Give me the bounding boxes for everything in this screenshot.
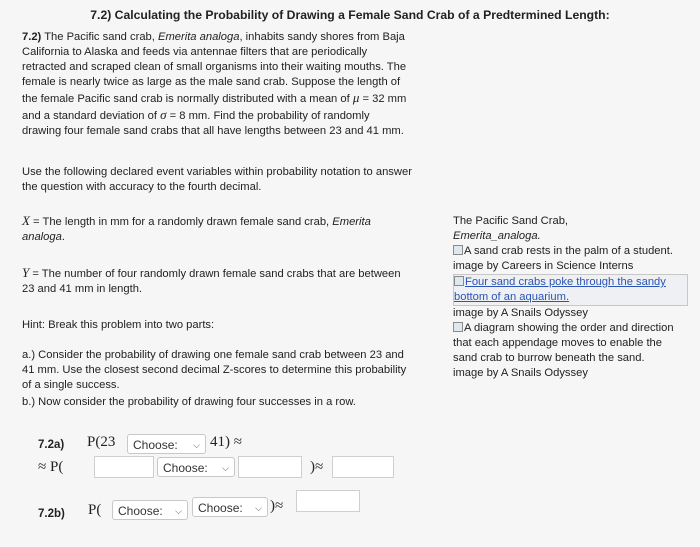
- sidebar-image-3: A diagram showing the order and direction: [453, 321, 688, 336]
- variable-x-definition: X = The length in mm for a randomly drawn female sand crab, Emerita analoga.: [22, 213, 371, 243]
- sidebar-species: Emerita_analoga.: [453, 230, 541, 242]
- q2b-p-open: P(: [88, 502, 102, 518]
- q2a-close-approx: )≈: [310, 459, 324, 475]
- chevron-down-icon: ⌵: [193, 440, 200, 450]
- intro-line-6: and a standard deviation of σ = 8 mm. Find the probability of randomly: [22, 107, 370, 122]
- q2b-variable-select[interactable]: Choose: ⌵: [112, 500, 188, 520]
- variable-y-definition: Y = The number of four randomly drawn female sand crabs that are between 23 and 41 mm in length.: [22, 265, 401, 295]
- q2b-label: 7.2b): [38, 508, 65, 520]
- q2a-upper-z-input[interactable]: [238, 456, 302, 478]
- q2a-inequality-select-1[interactable]: Choose: ⌵: [127, 434, 206, 454]
- q2a-approx-p: ≈ P(: [38, 459, 64, 475]
- chevron-down-icon: ⌵: [255, 503, 262, 513]
- q2a-answer-input[interactable]: [332, 456, 394, 478]
- q2a-inequality-select-2[interactable]: Choose: ⌵: [157, 457, 235, 477]
- chevron-down-icon: ⌵: [175, 506, 182, 516]
- q2a-label: 7.2a): [38, 439, 65, 451]
- part-b-text: b.) Now consider the probability of drawing four successes in a row.: [22, 396, 356, 408]
- intro-paragraph: [22, 30, 439, 139]
- sidebar-credit-3: image by A Snails Odyssey: [453, 367, 588, 379]
- intro-line-7: drawing four female sand crabs that all have lengths between 23 and 41 mm.: [22, 125, 404, 137]
- chevron-down-icon: ⌵: [222, 463, 229, 473]
- q2b-answer-input[interactable]: [296, 490, 360, 512]
- sidebar-credit-2: image by A Snails Odyssey: [453, 307, 588, 319]
- sidebar-image-1: A sand crab rests in the palm of a student.: [453, 244, 688, 259]
- hint-text: Hint: Break this problem into two parts:: [22, 319, 215, 331]
- sidebar-credit-1: image by Careers in Science Interns: [453, 260, 634, 272]
- sidebar-caption: The Pacific Sand Crab,: [453, 215, 569, 227]
- intro-line-1: 7.2) The Pacific sand crab, Emerita analoga, inhabits sandy shores from Baja: [22, 31, 405, 43]
- image-icon: [453, 245, 463, 255]
- sidebar-image-2-link[interactable]: Four sand crabs poke through the sandy bottom of an aquarium.: [453, 274, 688, 306]
- intro-line-2: California to Alaska and feeds via antennae filters that are periodically: [22, 46, 368, 58]
- q2b-value-select[interactable]: Choose: ⌵: [192, 497, 268, 517]
- q2a-expression-close: 41) ≈: [210, 434, 242, 450]
- q2b-close-approx: )≈: [270, 498, 284, 514]
- part-a-text: a.) Consider the probability of drawing one female sand crab between 23 and 41 mm. Use the closest second decimal Z-scores to determine this probability of a single success.: [22, 349, 407, 391]
- q2a-lower-z-input[interactable]: [94, 456, 154, 478]
- q2a-expression-open: P(23: [87, 434, 116, 450]
- image-sidebar: The Pacific Sand Crab, Emerita_analoga. A sand crab rests in the palm of a student. image by Careers in Science Interns Four sand crabs poke through the sandy bottom of an aquarium. image by A Snails Odyssey A diagram showing the order and direction that each appendage moves to enable the sand crab to burrow beneath the sand. image by A Snails Odyssey: [453, 214, 688, 381]
- image-icon: [454, 276, 464, 286]
- image-icon: [453, 322, 463, 332]
- instructions: Use the following declared event variables within probability notation to answer the question with accuracy to the fourth decimal.: [22, 166, 412, 193]
- intro-line-5: the female Pacific sand crab is normally distributed with a mean of μ = 32 mm: [22, 90, 407, 105]
- intro-line-4: female is nearly twice as large as the male sand crab. Suppose the length of: [22, 76, 401, 88]
- page-title: 7.2) Calculating the Probability of Drawing a Female Sand Crab of a Predtermined Length:: [90, 8, 610, 22]
- intro-line-3: retracted and scraped clean of small organisms into their waiting mouths. The: [22, 61, 407, 73]
